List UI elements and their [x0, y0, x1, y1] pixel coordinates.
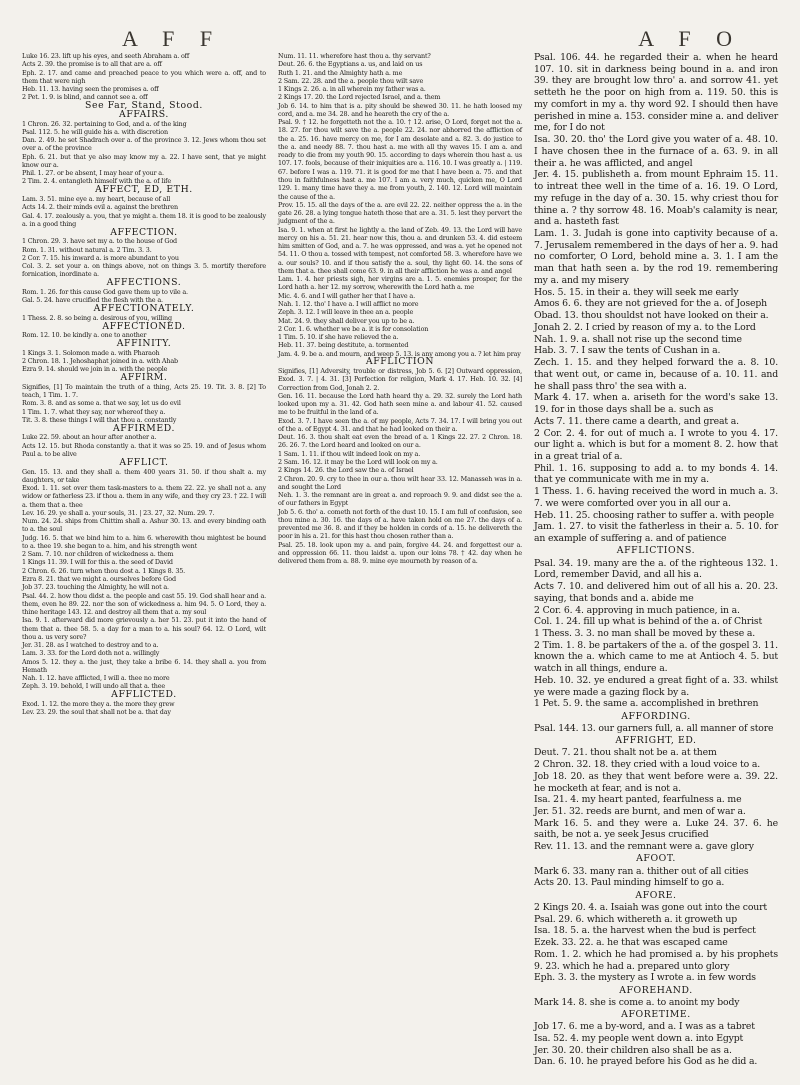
- concordance-entry: Acts 12. 15. but Rhoda constantly a. that it was so 25. 19. and of Jesus whom Paul a. to be alive: [22, 441, 266, 458]
- concordance-entry: 2 Cor. 6. 4. approving in much patience, in a.: [534, 604, 740, 616]
- concordance-entry: Obad. 13. thou shouldst not have looked on their a.: [534, 310, 769, 322]
- section-heading: AFFINITY.: [116, 338, 172, 350]
- concordance-entry: Num. 24. 24. ships from Chittim shall a. Ashur 30. 13. and every binding oath to a. the soul: [22, 517, 266, 534]
- concordance-entry: Col. 3. 2. set your a. on things above, not on things 3. 5. mortify therefore fornication, inordinate a.: [22, 262, 266, 279]
- section-heading: AFFECTION.: [110, 226, 178, 238]
- concordance-entry: Signifies, [1] To maintain the truth of a thing, Acts 25. 19. Tit. 3. 8. [2] To teach, 1 Tim. 1. 7.: [22, 382, 266, 400]
- concordance-entry: Gen. 16. 11. because the Lord hath heard thy a. 29. 32. surely the Lord hath looked upon my a. 31. 42. God hath seen mine a. and labour 41. 52. caused me to be fruitful in the land of a.: [278, 391, 522, 417]
- concordance-entry: Mark 6. 33. many ran a. thither out of all cities: [534, 865, 749, 877]
- concordance-entry: Acts 7. 11. there came a dearth, and great a.: [534, 415, 739, 427]
- concordance-entry: Rev. 11. 13. and the remnant were a. gave glory: [534, 841, 754, 853]
- concordance-entry: 2 Chron. 32. 18. they cried with a loud voice to a.: [534, 759, 761, 771]
- concordance-entry: Heb. 11. 25. choosing rather to suffer a. with people: [534, 509, 775, 521]
- concordance-entry: Gen. 15. 13. and they shall a. them 400 years 31. 50. if thou shalt a. my daughters, or take: [22, 467, 266, 484]
- concordance-entry: Hab. 3. 7. I saw the tents of Cushan in a.: [534, 345, 721, 357]
- concordance-entry: 2 Kings 17. 20. the Lord rejected Israel, and a. them: [278, 93, 441, 102]
- concordance-entry: 2 Cor. 2. 4. for out of much a. I wrote to you 4. 17. our light a. which is but for a moment 8. 2. how that in a great trial of a.: [534, 427, 778, 462]
- concordance-entry: Job 6. 14. to him that is a. pity should be shewed 30. 11. he hath loosed my cord, and a. me 34. 28. and he heareth the cry of the a.: [278, 101, 522, 118]
- section-heading: AFFECTIONS.: [106, 277, 182, 289]
- concordance-entry: 1 Chron. 29. 3. have set my a. to the house of God: [22, 237, 177, 246]
- concordance-entry: Deut. 26. 6. the Egyptians a. us, and laid on us: [278, 60, 423, 69]
- concordance-entry: Col. 1. 24. fill up what is behind of the a. of Christ: [534, 616, 763, 628]
- concordance-entry: Judg. 16. 5. that we bind him to a. him 6. wherewith thou mightest be bound to a. thee 19. she began to a. him, and his strength went: [22, 533, 266, 550]
- concordance-entry: 2 Chron. 18. 1. Jehoshaphat joined in a. with Ahab: [22, 357, 178, 366]
- concordance-entry: Amos 5. 12. they a. the just, they take a bribe 6. 14. they shall a. you from Hemath: [22, 657, 266, 674]
- concordance-entry: Acts 7. 10. and delivered him out of all his a. 20. 23. saying, that bonds and a. abide me: [534, 581, 778, 604]
- concordance-entry: Lev. 16. 29. ye shall a. your souls, 31. | 23. 27, 32. Num. 29. 7.: [22, 508, 215, 517]
- concordance-entry: 2 Tim. 2. 4. entangleth himself with the a. of life: [22, 177, 171, 186]
- column-2: [278, 52, 522, 1068]
- concordance-entry: Jonah 2. 2. I cried by reason of my a. to the Lord: [534, 321, 756, 333]
- concordance-entry: Gal. 5. 24. have crucified the flesh with the a.: [22, 296, 163, 305]
- concordance-entry: Job 18. 20. as they that went before were a. 39. 22. he mocketh at fear, and is not a.: [534, 770, 778, 794]
- concordance-entry: Dan. 6. 10. he prayed before his God as he did a.: [534, 1056, 758, 1068]
- concordance-entry: Deut. 16. 3. thou shalt eat even the bread of a. 1 Kings 22. 27. 2 Chron. 18. 26. 26. 7. the Lord heard and looked on our a.: [278, 433, 522, 450]
- column-3: [534, 52, 778, 1068]
- concordance-entry: Isa. 30. 20. tho' the Lord give you water of a. 48. 10. I have chosen thee in the furnace of a. 63. 9. in all their a. he was afflicted, and angel: [534, 134, 778, 169]
- section-heading: AFFIRMED.: [112, 422, 176, 434]
- concordance-entry: Eph. 2. 17. and came and preached peace to you which were a. off, and to them that were nigh: [22, 68, 266, 85]
- concordance-entry: Job 5. 6. tho' a. cometh not forth of the dust 10. 15. I am full of confusion, see thou mine a. 30. 16. the days of a. have taken hold on me 27. the days of a. prevented me 36. 8. and if they be holden in cords of a. 15. he delivereth the poor in his a. 21. for this hast thou chosen rather than a.: [278, 507, 522, 541]
- concordance-entry: Jer. 4. 15. publisheth a. from mount Ephraim 15. 11. to intreat thee well in the time of a. 16. 19. O Lord, my refuge in the day of a. 30. 15. why criest thou for thine a. ? thy sorrow 48. 16. Moab's calamity is near, and a. hasteth fast: [534, 169, 778, 228]
- concordance-entry: Exod. 1. 12. the more they a. the more they grew: [22, 699, 175, 708]
- concordance-entry: Jam. 1. 27. to visit the fatherless in their a. 5. 10. for an example of suffering a. and of patience: [534, 521, 778, 545]
- concordance-entry: Psal. 112. 5. he will guide his a. with discretion: [22, 127, 168, 136]
- concordance-entry: Phil. 1. 27. or be absent, I may hear of your a.: [22, 169, 164, 178]
- concordance-entry: Lam. 1. 4. her priests sigh, her virgins are a. 1. 5. enemies prosper, for the Lord hath a. her 12. my sorrow, wherewith the Lord hath a. me: [278, 275, 522, 292]
- concordance-entry: 1 Thess. 1. 6. having received the word in much a. 3. 7. we were comforted over you in all our a.: [534, 486, 778, 509]
- concordance-entry: Nah. 1. 12. have afflicted, I will a. thee no more: [22, 674, 170, 683]
- concordance-entry: Jer. 51. 32. reeds are burnt, and men of war a.: [534, 806, 746, 817]
- concordance-entry: Psal. 106. 44. he regarded their a. when he heard 107. 10. sit in darkness being bound in a. and iron 39. they are brought low thro' a. and sorrow 41. yet setteth he the poor on high from a. 119. 50. this is my comfort in my a. thy word 92. I should then have perished in mine a. 153. consider mine a. and deliver me, for I do not: [534, 52, 778, 134]
- concordance-entry: Acts 2. 39. the promise is to all that are a. off: [22, 60, 162, 69]
- section-heading: AFFECTIONED.: [102, 320, 186, 332]
- concordance-entry: 2 Kings 20. 4. a. Isaiah was gone out into the court: [534, 901, 768, 913]
- page-header: [22, 6, 778, 52]
- section-heading: AFFECTIONATELY.: [93, 302, 195, 314]
- concordance-entry: Heb. 10. 32. ye endured a great fight of a. 33. whilst ye were made a gazing flock by a.: [534, 674, 778, 698]
- section-heading: AFFRIGHT, ED.: [615, 735, 697, 747]
- concordance-entry: Jam. 4. 9. be a. and mourn, and weep 5. 13. is any among you a. ? let him pray: [278, 349, 521, 358]
- concordance-entry: Isa. 21. 4. my heart panted, fearfulness a. me: [534, 794, 742, 806]
- concordance-entry: Rom. 1. 31. without natural a. 2 Tim. 3. 3.: [22, 245, 152, 254]
- concordance-entry: Job 37. 23. touching the Almighty, he will not a.: [22, 583, 169, 592]
- concordance-entry: Rom. 3. 8. and as some a. that we say, let us do evil: [22, 399, 181, 408]
- concordance-entry: 1 Pet. 5. 9. the same a. accomplished in brethren: [534, 698, 759, 710]
- concordance-entry: Exod. 3. 7. I have seen the a. of my people, Acts 7. 34. 17. I will bring you out of the a. of Egypt 4. 31. and that he had looked on their a.: [278, 416, 522, 433]
- section-heading: AFOOT.: [636, 853, 676, 865]
- concordance-entry: 2 Sam. 22. 28. and the a. people thou wilt save: [278, 76, 424, 85]
- concordance-entry: Dan. 2. 49. he set Shadrach over a. of the province 3. 12. Jews whom thou set over a. of the province: [22, 136, 266, 153]
- concordance-entry: Mat. 24. 9. they shall deliver you up to be a.: [278, 316, 415, 325]
- concordance-entry: Lam. 3. 51. mine eye a. my heart, because of all: [22, 195, 171, 204]
- concordance-entry: 1 Tim. 1. 7. what they say, nor whereof they a.: [22, 407, 166, 416]
- concordance-entry: 1 Thess. 2. 8. so being a. desirous of you, willing: [22, 313, 172, 322]
- section-heading: See Far, Stand, Stood.: [85, 100, 203, 112]
- concordance-entry: Eph. 3. 3. the mystery as I wrote a. in few words: [534, 972, 756, 984]
- concordance-entry: Prov. 15. 15. all the days of the a. are evil 22. 22. neither oppress the a. in the gate 26. 28. a lying tongue hateth those that are a. 31. 5. lest they pervert the judgment of the a.: [278, 200, 522, 226]
- concordance-entry: 1 Chron. 26. 32. pertaining to God, and a. of the king: [22, 119, 187, 128]
- concordance-entry: Psal. 34. 19. many are the a. of the righteous 132. 1. Lord, remember David, and all his a.: [534, 557, 778, 581]
- text-columns: [22, 52, 778, 1068]
- concordance-entry: Lam. 1. 3. Judah is gone into captivity because of a. 7. Jerusalem remembered in the days of her a. 9. had no comforter, O Lord, behold mine a. 3. 1. I am the man that hath seen a. by the rod 19. remembering my a. and my misery: [534, 228, 778, 286]
- concordance-entry: Mark 16. 5. and they were a. Luke 24. 37. 6. he saith, be not a. ye seek Jesus crucified: [534, 817, 778, 841]
- concordance-entry: Zeph. 3. 19. behold, I will undo all that a. thee: [22, 682, 166, 691]
- concordance-entry: 2 Sam. 16. 12. it may be the Lord will look on my a.: [278, 458, 438, 467]
- concordance-entry: Signifies, [1] Adversity, trouble or distress, Job 5. 6. [2] Outward oppression, Exod. 3. 7. | 4. 31. [3] Perfection for religion, Mark 4. 17. Heb. 10. 32. [4] Correction from God, Jonah 2. 2.: [278, 367, 522, 392]
- concordance-entry: Luke 16. 23. lift up his eyes, and seeth Abraham a. off: [22, 52, 190, 60]
- concordance-entry: Num. 11. 11. wherefore hast thou a. thy servant?: [278, 52, 431, 60]
- section-heading: AFFAIRS.: [119, 108, 169, 120]
- concordance-entry: Ruth 1. 21. and the Almighty hath a. me: [278, 68, 403, 77]
- section-heading: AFORETIME.: [621, 1008, 691, 1020]
- section-heading: AFFECT, ED, ETH.: [95, 184, 193, 196]
- concordance-entry: 1 Kings 2. 26. a. in all wherein my father was a.: [278, 85, 426, 94]
- section-heading: AFFLICTION: [365, 356, 435, 368]
- concordance-entry: 2 Kings 14. 26. the Lord saw the a. of Israel: [278, 466, 414, 475]
- section-heading: AFOREHAND.: [619, 984, 693, 996]
- section-heading: AFFLICTED.: [111, 689, 177, 701]
- concordance-entry: Deut. 7. 21. thou shalt not be a. at them: [534, 747, 717, 759]
- concordance-entry: Heb. 11. 13. having seen the promises a. off: [22, 85, 159, 94]
- concordance-entry: Ezra 8. 21. that we might a. ourselves before God: [22, 574, 176, 583]
- section-heading: AFFORDING.: [621, 710, 691, 722]
- concordance-entry: Mic. 4. 6. and I will gather her that I have a.: [278, 291, 415, 300]
- concordance-entry: Jer. 31. 28. as I watched to destroy and to a.: [22, 641, 159, 650]
- concordance-entry: Lam. 3. 33. for the Lord doth not a. willingly: [22, 649, 160, 658]
- concordance-entry: Job 17. 6. me a by-word, and a. I was as a tabret: [534, 1021, 755, 1033]
- concordance-entry: 2 Cor. 1. 6. whether we be a. it is for consolation: [278, 324, 429, 333]
- left-guide-word: A F F: [122, 26, 223, 51]
- concordance-entry: Psal. 9. † 12. he forgetteth not the a. 10. † 12. arise, O Lord, forget not the a. 18. 27. for thou wilt save the a. people 22. 24. nor abhorred the affliction of the a. 25. 16. have mercy on me, for I am desolate and a. 82. 3. do justice to the a. and needy 88. 7. thou hast a. me with all thy waves 15. I am a. and ready to die from my youth 90. 15. according to days wherein thou hast a. us 107. 17. fools, because of their iniquities are a. 116. 10. I was greatly a. | 119. 67. before I was a. 119. 71. it is good for me that I have been a. 75. and that thou in faithfulness hast a. me 107. I am a. very much, quicken me, O Lord 129. 1. many time have they a. me from youth, 2. 140. 12. Lord will maintain the cause of the a.: [278, 118, 522, 201]
- concordance-entry: 1 Tim. 5. 10. if she have relieved the a.: [278, 333, 399, 342]
- concordance-entry: 1 Sam. 1. 11. if thou wilt indeed look on my a.: [278, 449, 421, 458]
- concordance-entry: Isa. 52. 4. my people went down a. into Egypt: [534, 1032, 744, 1044]
- concordance-entry: Tit. 3. 8. these things I will that thou a. constantly: [22, 415, 177, 424]
- column-1: [22, 52, 266, 1068]
- concordance-entry: 2 Chron. 20. 9. cry to thee in our a. thou wilt hear 33. 12. Manasseh was in a. and sought the Lord: [278, 474, 522, 491]
- right-guide-word: A F O: [638, 26, 742, 51]
- concordance-entry: 1 Thess. 3. 3. no man shall be moved by these a.: [534, 627, 756, 639]
- concordance-entry: 2 Sam. 7. 10. nor children of wickedness a. them: [22, 550, 174, 559]
- concordance-entry: Luke 22. 59. about an hour after another a.: [22, 433, 157, 442]
- concordance-entry: 1 Kings 11. 39. I will for this a. the seed of David: [22, 558, 173, 567]
- concordance-entry: Eph. 6. 21. but that ye also may know my a. 22. I have sent, that ye might know our a.: [22, 152, 266, 169]
- concordance-entry: 2 Cor. 7. 15. his inward a. is more abundant to you: [22, 253, 179, 262]
- concordance-entry: Amos 6. 6. they are not grieved for the a. of Joseph: [534, 298, 767, 310]
- concordance-entry: Hos. 5. 15. in their a. they will seek me early: [534, 286, 739, 298]
- concordance-entry: Lev. 23. 29. the soul that shall not be a. that day: [22, 708, 171, 717]
- concordance-entry: Ezek. 33. 22. a. he that was escaped came: [534, 937, 728, 949]
- concordance-entry: Exod. 1. 11. set over them task-masters to a. them 22. 22. ye shall not a. any widow or fatherless 23. if thou a. them in any wife, and they cry 23. † 22. I will a. them that a. thee: [22, 484, 266, 509]
- concordance-entry: Isa. 18. 5. a. the harvest when the bud is perfect: [534, 925, 756, 937]
- concordance-entry: Mark 4. 17. when a. ariseth for the word's sake 13. 19. for in those days shall be a. such as: [534, 392, 778, 416]
- concordance-entry: Mark 14. 8. she is come a. to anoint my body: [534, 996, 740, 1008]
- concordance-entry: Phil. 1. 16. supposing to add a. to my bonds 4. 14. that ye communicate with me in my a.: [534, 462, 778, 486]
- section-heading: AFFLICT.: [119, 456, 169, 468]
- concordance-entry: Zeph. 3. 12. I will leave in thee an a. people: [278, 308, 414, 317]
- concordance-entry: Acts 20. 13. Paul minding himself to go a.: [534, 877, 725, 889]
- concordance-entry: 2 Pet. 1. 9. is blind, and cannot see a. off: [22, 93, 148, 102]
- section-heading: AFORE.: [635, 889, 677, 901]
- concordance-entry: 2 Tim. 1. 8. be partakers of the a. of the gospel 3. 11. known the a. which came to me at Antioch 4. 5. but watch in all things, endure a.: [534, 639, 778, 675]
- concordance-entry: Jer. 30. 20. their children also shall be as a.: [534, 1044, 732, 1056]
- concordance-entry: Rom. 1. 2. which he had promised a. by his prophets 9. 23. which he had a. prepared unto glory: [534, 948, 778, 972]
- concordance-entry: Gal. 4. 17. zealously a. you, that ye might a. them 18. it is good to be zealously a. in a good thing: [22, 211, 266, 228]
- concordance-entry: Psal. 44. 2. how thou didst a. the people and cast 55. 19. God shall hear and a. them, even he 89. 22. nor the son of wickedness a. him 94. 5. O Lord, they a. thine heritage 143. 12. and destroy all them that a. my soul: [22, 591, 266, 617]
- section-heading: AFFLICTIONS.: [616, 545, 696, 557]
- concordance-entry: 2 Chron. 6. 26. turn when thou dost a. 1 Kings 8. 35.: [22, 566, 186, 575]
- concordance-entry: Neh. 1. 3. the remnant are in great a. and reproach 9. 9. and didst see the a. of our fathers in Egypt: [278, 491, 522, 508]
- section-heading: AFFIRM.: [120, 372, 168, 384]
- concordance-entry: Isa. 9. 1. afterward did more grievously a. her 51. 23. put it into the hand of them that a. thee 58. 5. a day for a man to a. his soul? 64. 12. O Lord, wilt thou a. us very sore?: [22, 616, 266, 641]
- concordance-entry: Ezra 9. 14. should we join in a. with the people: [22, 365, 168, 374]
- concordance-entry: Nah. 1. 9. a. shall not rise up the second time: [534, 333, 742, 345]
- concordance-entry: 1 Kings 3. 1. Solomon made a. with Pharaoh: [22, 348, 160, 357]
- concordance-entry: Rom. 1. 26. for this cause God gave them up to vile a.: [22, 287, 188, 296]
- concordance-entry: Acts 14. 2. their minds evil a. against the brethren: [22, 203, 179, 212]
- concordance-entry: Nah. 1. 12. tho' I have a. I will afflict no more: [278, 299, 419, 308]
- concordance-entry: Psal. 29. 6. which withereth a. it groweth up: [534, 913, 738, 925]
- concordance-entry: Psal. 25. 18. look upon my a. and pain, forgive 44. 24. and forgettest our a. and oppression 66. 11. thou laidst a. upon our loins 78. † 42. day when he delivered them from a. 88. 9. mine eye mourneth by reason of a.: [278, 540, 522, 566]
- concordance-entry: Zech. 1. 15. and they helped forward the a. 8. 10. that went out, or came in, because of a. 10. 11. and he shall pass thro' the sea with a.: [534, 357, 778, 392]
- concordance-entry: Rom. 12. 10. be kindly a. one to another: [22, 331, 147, 340]
- concordance-entry: Heb. 11. 37. being destitute, a. tormented: [278, 341, 409, 350]
- concordance-entry: Psal. 144. 13. our garners full, a. all manner of store: [534, 722, 774, 734]
- concordance-entry: Isa. 9. 1. when at first he lightly a. the land of Zeb. 49. 13. the Lord will have mercy on his a. 51. 21. hear now this, thou a. and drunken 53. 4. did esteem him smitten of God, and a. 7. he was oppressed, and was a. yet he opened not 54. 11. O thou a. tossed with tempest, not comforted 58. 3. wherefore have we a. our souls? 10. and if thou satisfy the a. soul, thy light 60. 14. the sons of them that a. thee shall come 63. 9. in all their affliction he was a. and angel: [278, 225, 522, 275]
